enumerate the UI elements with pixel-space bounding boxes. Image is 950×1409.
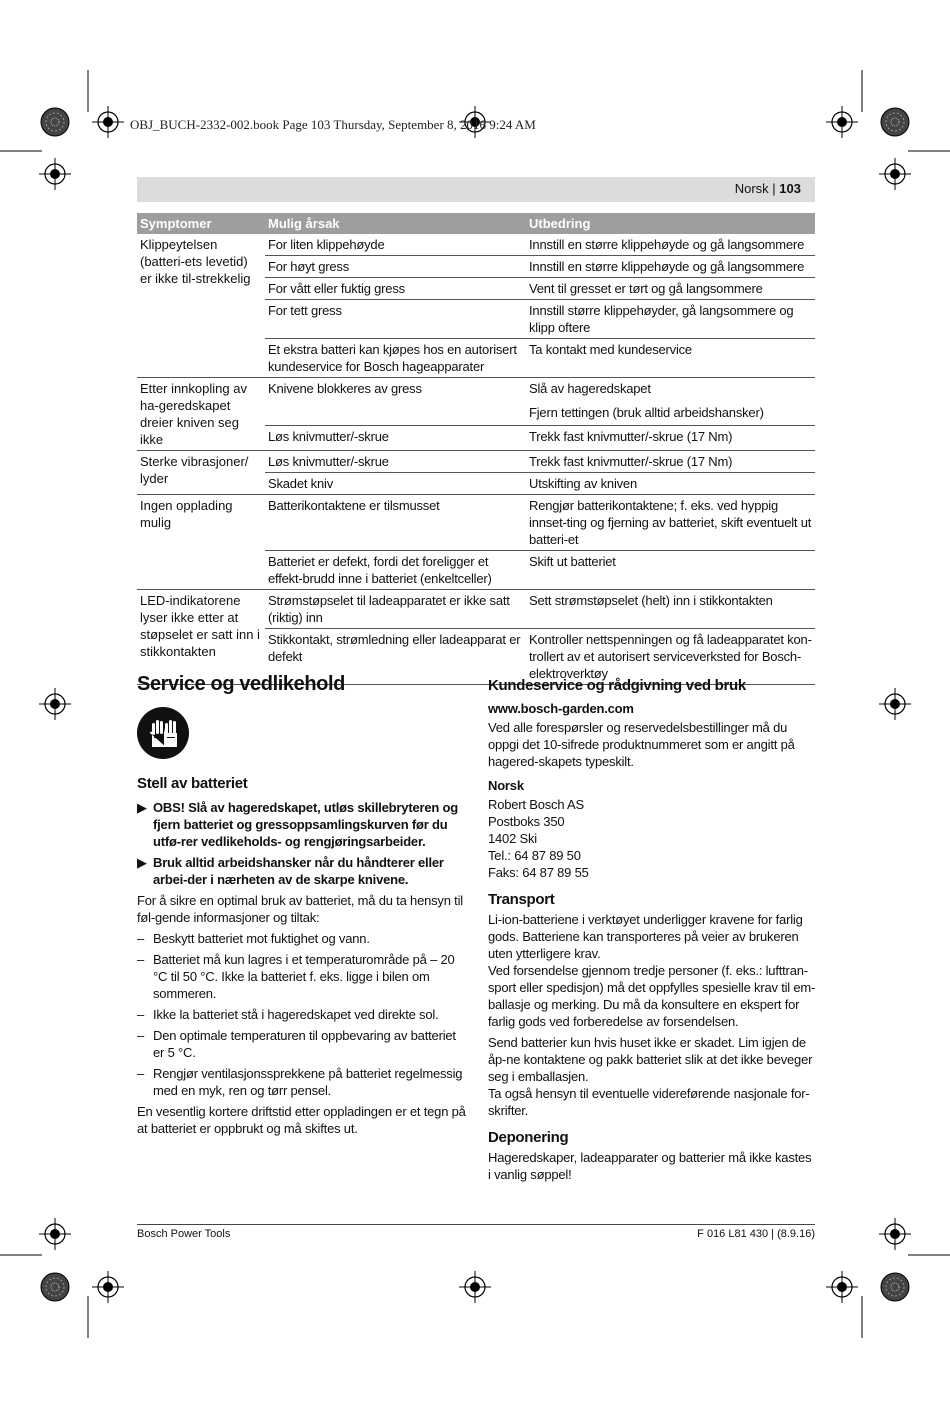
list-item-text: Den optimale temperaturen til oppbevaring av batteriet er 5 °C. bbox=[153, 1028, 456, 1060]
battery-care-heading: Stell av batteriet bbox=[137, 775, 248, 792]
table-cell-remedy: Sett strømstøpselet (helt) inn i stikkontakten bbox=[526, 590, 815, 629]
footer-left: Bosch Power Tools bbox=[137, 1228, 231, 1240]
table-cell-cause: For tett gress bbox=[265, 300, 526, 339]
table-cell-remedy: Slå av hageredskapet bbox=[529, 381, 651, 396]
header-symptoms: Symptomer bbox=[137, 213, 265, 234]
troubleshooting-table bbox=[137, 213, 815, 685]
table-cell-cause: Strømstøpselet til ladeapparatet er ikke satt (riktig) inn bbox=[265, 590, 526, 629]
table-cell-cause: Løs knivmutter/-skrue bbox=[265, 451, 526, 473]
header-remedy: Utbedring bbox=[526, 213, 815, 234]
table-cell-cause: For vått eller fuktig gress bbox=[265, 278, 526, 300]
outro-text: En vesentlig kortere driftstid etter oppladingen er et tegn på at batteriet er oppbrukt og må skiftes ut. bbox=[137, 1104, 466, 1136]
table-cell-cause: Batteriet er defekt, fordi det foreligger et effekt-brudd inne i batteriet (enkeltceller) bbox=[265, 551, 526, 590]
table-cell-remedy: Innstill en større klippehøyde og gå langsommere bbox=[526, 234, 815, 256]
list-item-text: Beskytt batteriet mot fuktighet og vann. bbox=[153, 931, 370, 946]
table-header-row bbox=[137, 213, 815, 234]
address-line: Robert Bosch AS bbox=[488, 797, 584, 812]
list-item: – Den optimale temperaturen til oppbevaring av batteriet er 5 °C. bbox=[137, 1028, 456, 1060]
table-cell-cause: Løs knivmutter/-skrue bbox=[265, 426, 526, 451]
table-cell-cause: Et ekstra batteri kan kjøpes hos en autorisert kundeservice for Bosch hageapparater bbox=[265, 339, 526, 378]
table-row bbox=[137, 590, 815, 629]
print-slug: OBJ_BUCH-2332-002.book Page 103 Thursday, September 8, 2016 9:24 AM bbox=[130, 117, 536, 132]
table-cell-symptom: Etter innkopling av ha-geredskapet dreier kniven seg ikke bbox=[137, 378, 265, 451]
disposal-heading: Deponering bbox=[488, 1129, 569, 1146]
warning-text: Bruk alltid arbeidshansker når du håndterer eller arbei-der i nærheten av de skarpe knivene. bbox=[153, 855, 444, 887]
country-heading: Norsk bbox=[488, 778, 524, 793]
warning-text: OBS! Slå av hageredskapet, utløs skillebryteren og fjern batteriet og gressoppsamlingskurven før du utfø-rer vedlikeholds- og rengjøringsarbeider. bbox=[153, 800, 458, 849]
table-cell-symptom: Sterke vibrasjoner/ lyder bbox=[137, 451, 265, 495]
transport-text: Li-ion-batteriene i verktøyet underligger kravene for farlig gods. Batteriene kan transporteres på veier av brukeren uten ytterligere krav. bbox=[488, 912, 803, 961]
list-item-text: Rengjør ventilasjonssprekkene på batteriet regelmessig med en myk, ren og tørr pensel. bbox=[153, 1066, 463, 1098]
customer-service-heading: Kundeservice og rådgivning ved bruk bbox=[488, 677, 746, 694]
transport-heading: Transport bbox=[488, 891, 555, 908]
address-line: 1402 Ski bbox=[488, 831, 537, 846]
gloves-icon bbox=[137, 707, 467, 763]
intro-text: For å sikre en optimal bruk av batteriet, må du ta hensyn til føl-gende informasjoner og tiltak: bbox=[137, 893, 463, 925]
table-cell-remedy: Skift ut batteriet bbox=[526, 551, 815, 590]
table-cell-remedy: Fjern tettingen (bruk alltid arbeidshansker) bbox=[526, 402, 815, 426]
table-cell-cause: Stikkontakt, strømledning eller ladeapparat er defekt bbox=[265, 629, 526, 685]
table-cell-remedy: Innstill en større klippehøyde og gå langsommere bbox=[526, 256, 815, 278]
list-item: – Beskytt batteriet mot fuktighet og vann. bbox=[137, 931, 370, 946]
table-cell-symptom: Ingen opplading mulig bbox=[137, 495, 265, 590]
table-cell-remedy: Ta kontakt med kundeservice bbox=[526, 339, 815, 378]
table-cell-remedy: Rengjør batterikontaktene; f. eks. ved hyppig innset-ting og fjerning av batteriet, skift eventuelt ut batteri-et bbox=[526, 495, 815, 551]
table-row bbox=[137, 451, 815, 473]
transport-text: Ta også hensyn til eventuelle videreførende nasjonale for-skrifter. bbox=[488, 1086, 810, 1118]
table-cell-cause: Knivene blokkeres av gress bbox=[265, 378, 526, 426]
table-cell-remedy: Trekk fast knivmutter/-skrue (17 Nm) bbox=[526, 451, 815, 473]
table-cell-cause: For høyt gress bbox=[265, 256, 526, 278]
table-row bbox=[137, 234, 815, 256]
transport-text: Ved forsendelse gjennom tredje personer (f. eks.: lufttran-sport eller spedisjon) må det oppfylles spesielle krav til em-ballasje og merking. Du må da konsultere en ekspert for farlig gods ved forberedelse av forsendelsen. bbox=[488, 963, 816, 1029]
table-cell-remedy: Utskifting av kniven bbox=[526, 473, 815, 495]
list-item-text: Batteriet må kun lagres i et temperaturområde på – 20 °C til 50 °C. Ikke la batteriet f. eks. ligge i bilen om sommeren. bbox=[153, 952, 455, 1001]
page-number: Norsk | 103 bbox=[734, 181, 801, 196]
footer-rule bbox=[137, 1224, 815, 1225]
header-language: Norsk bbox=[734, 181, 769, 196]
table-cell-remedy: Vent til gresset er tørt og gå langsommere bbox=[526, 278, 815, 300]
list-item: – Rengjør ventilasjonssprekkene på batteriet regelmessig med en myk, ren og tørr pensel. bbox=[137, 1066, 463, 1098]
address-block bbox=[488, 796, 816, 881]
disposal-text: Hageredskaper, ladeapparater og batterier må ikke kastes i vanlig søppel! bbox=[488, 1150, 812, 1182]
table-row bbox=[137, 495, 815, 551]
table-cell-remedy: Trekk fast knivmutter/-skrue (17 Nm) bbox=[526, 426, 815, 451]
address-line: Postboks 350 bbox=[488, 814, 565, 829]
fax: Faks: 64 87 89 55 bbox=[488, 865, 589, 880]
section-title: Service og vedlikehold bbox=[137, 673, 345, 695]
footer-right: F 016 L81 430 | (8.9.16) bbox=[697, 1228, 815, 1240]
header-cause: Mulig årsak bbox=[265, 213, 526, 234]
phone: Tel.: 64 87 89 50 bbox=[488, 848, 581, 863]
warning-item: ▶ OBS! Slå av hageredskapet, utløs skillebryteren og fjern batteriet og gressoppsamlingskurven før du utfø-rer vedlikeholds- og rengjøringsarbeider. bbox=[137, 800, 458, 849]
table-cell-cause: Skadet kniv bbox=[265, 473, 526, 495]
table-cell-remedy: Kontroller nettspenningen og få ladeapparatet kon-trollert av et autorisert serviceverksted for Bosch-elektroverktøy bbox=[526, 629, 815, 685]
header-page: 103 bbox=[779, 181, 801, 196]
table-cell-cause: Batterikontaktene er tilsmusset bbox=[265, 495, 526, 551]
left-column bbox=[137, 673, 467, 1141]
page-header bbox=[137, 177, 815, 202]
customer-service-text: Ved alle forespørsler og reservedelsbestillinger må du oppgi det 10-sifrede produktnummeret som er angitt på hagered-skapets typeskilt. bbox=[488, 720, 795, 769]
list-item-text: Ikke la batteriet stå i hageredskapet ved direkte sol. bbox=[153, 1007, 439, 1022]
right-column bbox=[488, 677, 816, 1187]
table-cell-cause: For liten klippehøyde bbox=[265, 234, 526, 256]
list-item: – Batteriet må kun lagres i et temperaturområde på – 20 °C til 50 °C. Ikke la batteriet f. eks. ligge i bilen om sommeren. bbox=[137, 952, 455, 1001]
website-link[interactable]: www.bosch-garden.com bbox=[488, 701, 634, 716]
list-item: – Ikke la batteriet stå i hageredskapet ved direkte sol. bbox=[137, 1007, 439, 1022]
table-cell-symptom: LED-indikatorene lyser ikke etter at støpselet er satt inn i stikkontakten bbox=[137, 590, 265, 685]
transport-text: Send batterier kun hvis huset ikke er skadet. Lim igjen de åp-ne kontaktene og pakk batteriet slik at det ikke beveger seg i emballasjen. bbox=[488, 1035, 813, 1084]
warning-item: ▶ Bruk alltid arbeidshansker når du håndterer eller arbei-der i nærheten av de skarpe knivene. bbox=[137, 855, 444, 887]
table-cell-symptom: Klippeytelsen (batteri-ets levetid) er ikke til-strekkelig bbox=[137, 234, 265, 378]
table-row bbox=[137, 378, 815, 402]
table-cell-remedy: Innstill større klippehøyder, gå langsommere og klipp oftere bbox=[526, 300, 815, 339]
